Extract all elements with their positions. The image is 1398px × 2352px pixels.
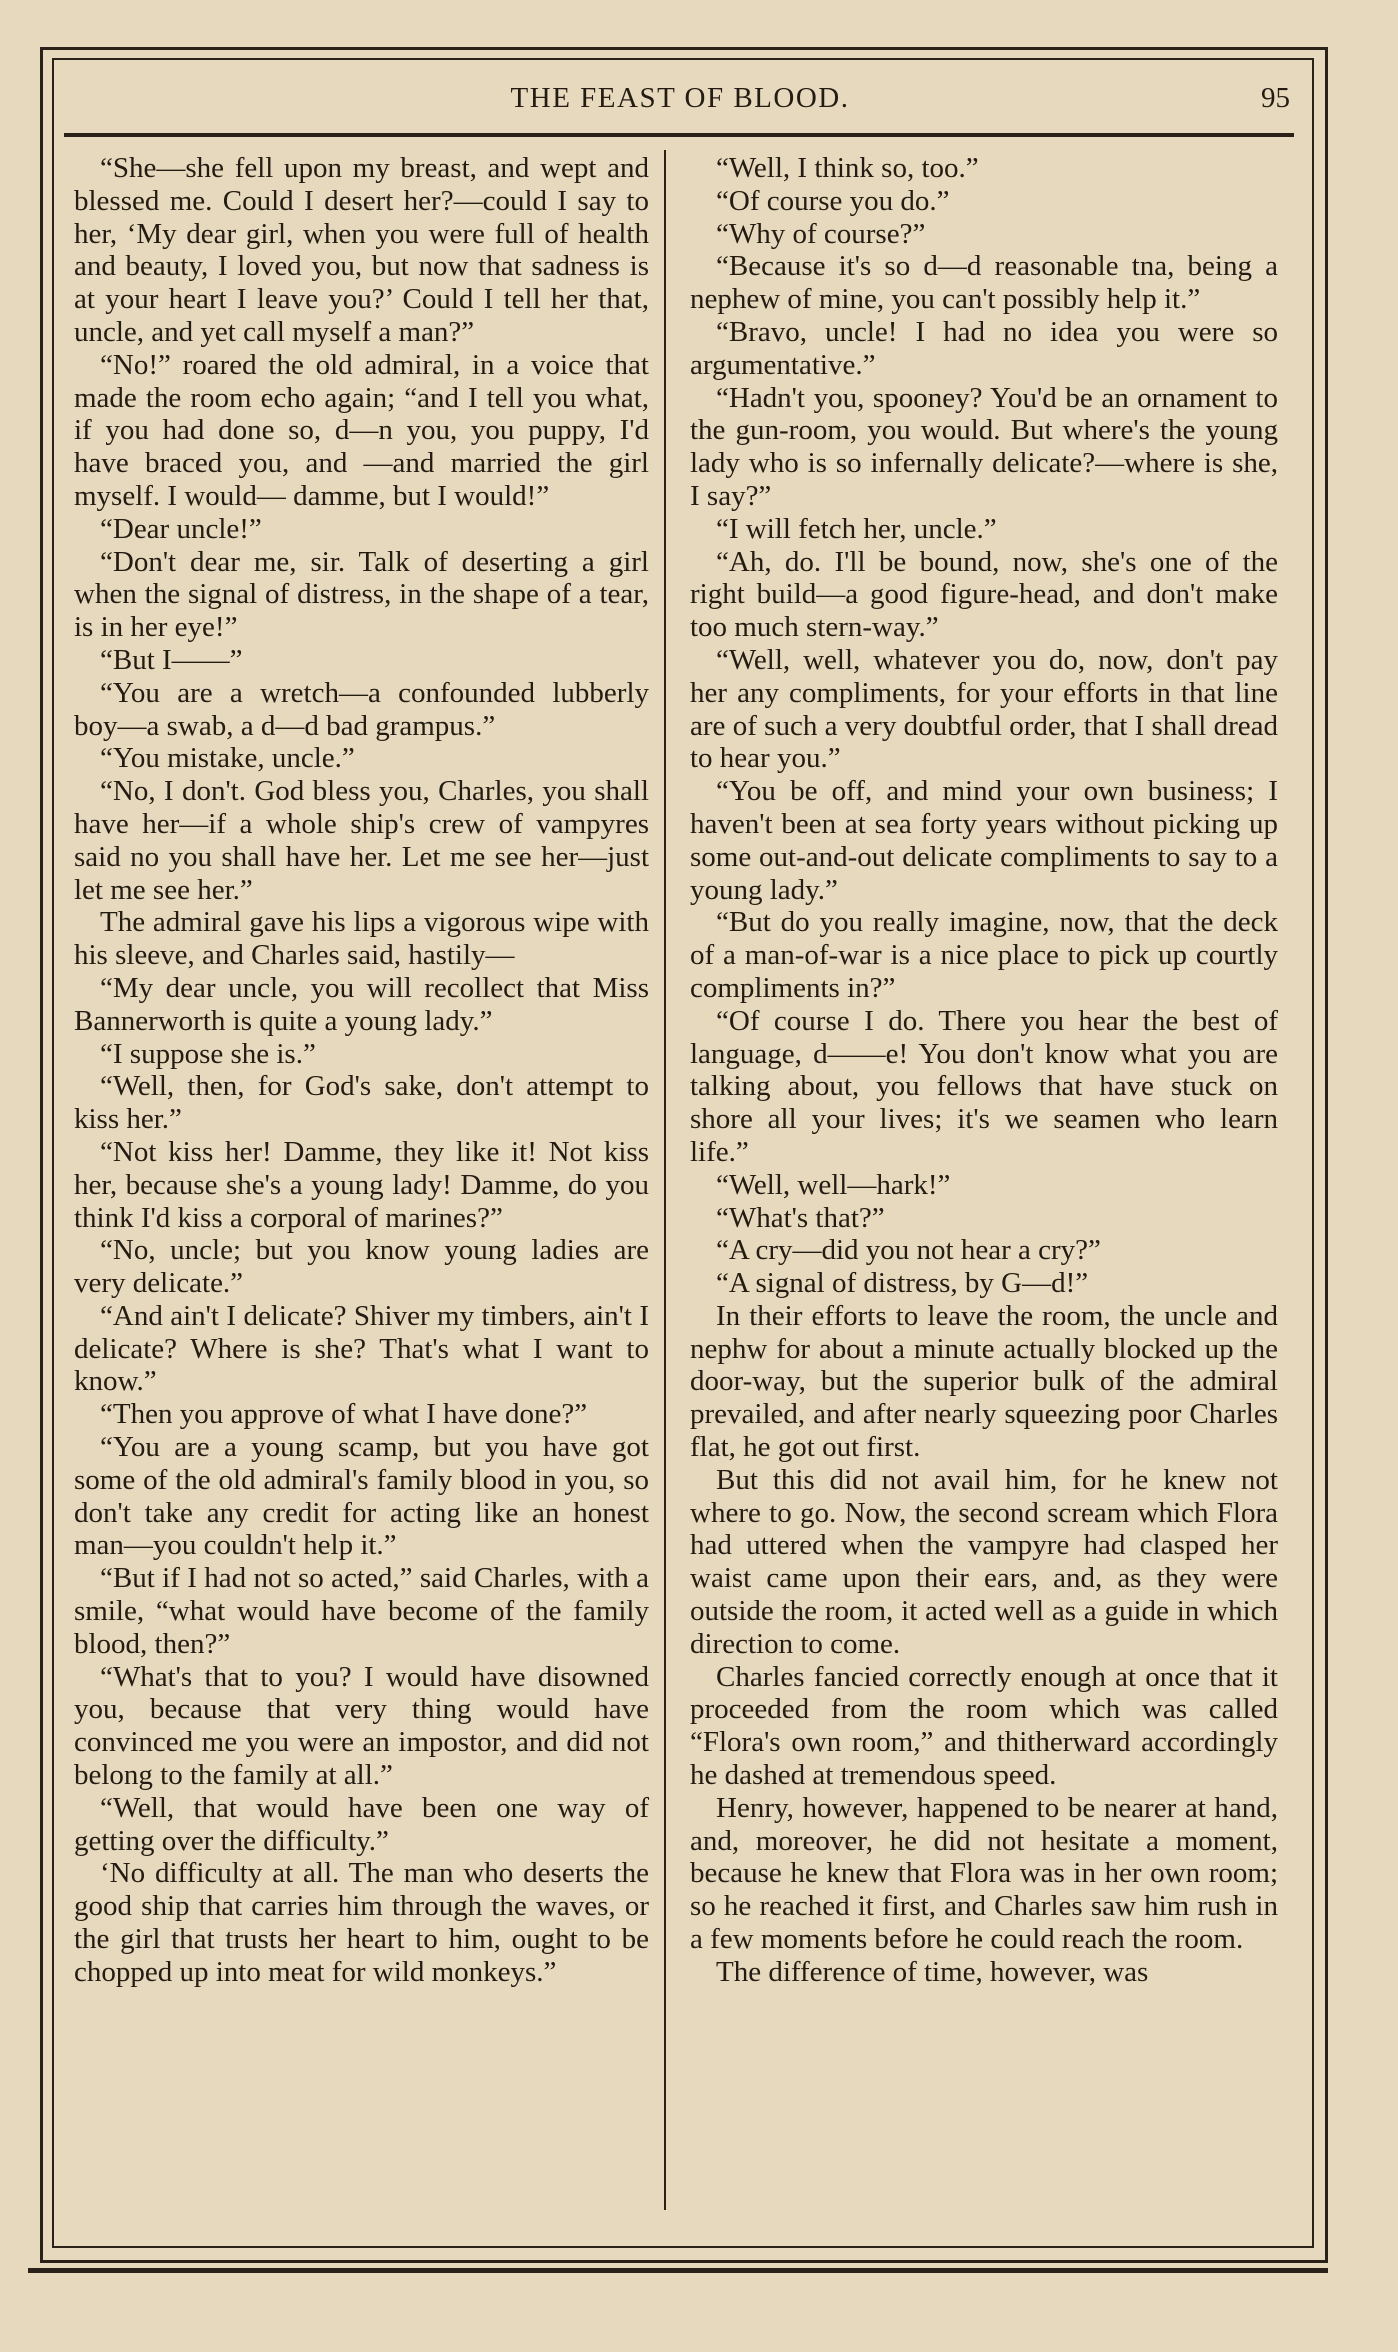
running-head: THE FEAST OF BLOOD. — [510, 82, 850, 114]
paragraph: “A signal of distress, by G—d!” — [716, 1267, 1089, 1300]
paragraph: “Well, that would have been one way of getting over the difficulty.” — [74, 1791, 649, 1857]
paragraph: “You are a young scamp, but you have got some of the old admiral's family blood in you, so don't take any credit for acting like an honest man—you couldn't help it.” — [74, 1431, 649, 1562]
paragraph: “But I——” — [100, 643, 243, 676]
column-divider — [664, 150, 666, 2210]
paragraph: “Of course you do.” — [716, 184, 950, 217]
paragraph: “Ah, do. I'll be bound, now, she's one of the right build—a good figure-head, and don't make too much stern-way.” — [690, 545, 1278, 644]
paragraph: Henry, however, happened to be nearer at hand, and, moreover, he did not hesitate a moment, because he knew that Flora was in her own room; so he reached it first, and Charles saw him rush in a few moments before he could reach the room. — [690, 1791, 1278, 1956]
paragraph: “My dear uncle, you will recollect that Miss Bannerworth is quite a young lady.” — [74, 971, 649, 1037]
paragraph: “Because it's so d—d reasonable tna, being a nephew of mine, you can't possibly help it.” — [690, 250, 1278, 316]
paragraph: “Hadn't you, spooney? You'd be an ornament to the gun-room, you would. But where's the young lady who is so infernally delicate?—where is she, I say?” — [690, 381, 1278, 512]
paragraph: “She—she fell upon my breast, and wept and blessed me. Could I desert her?—could I say to her, ‘My dear girl, when you were full of health and beauty, I loved you, but now that sadness is at your heart I leave you?’ Could I tell her that, uncle, and yet call myself a man?” — [74, 152, 649, 348]
paragraph: “Well, then, for God's sake, don't attempt to kiss her.” — [74, 1070, 649, 1136]
paragraph: “What's that?” — [716, 1201, 885, 1234]
paragraph: “But if I had not so acted,” said Charles, with a smile, “what would have become of the family blood, then?” — [74, 1562, 649, 1660]
paragraph: “You be off, and mind your own business; I haven't been at sea forty years without picking up some out-and-out delicate compliments to say to a young lady.” — [690, 775, 1278, 906]
paragraph: “Bravo, uncle! I had no idea you were so argumentative.” — [690, 315, 1278, 381]
paragraph: “And ain't I delicate? Shiver my timbers, ain't I delicate? Where is she? That's what I want to know.” — [74, 1299, 649, 1398]
paragraph: “No!” roared the old admiral, in a voice that made the room echo again; “and I tell you what, if you had done so, d—n you, you puppy, I'd have braced you, and —and married the girl myself. I would— damme, but I would!” — [74, 348, 649, 512]
paragraph: “Well, I think so, too.” — [716, 152, 979, 184]
paragraph: “Then you approve of what I have done?” — [100, 1398, 588, 1431]
paragraph: “Dear uncle!” — [100, 512, 262, 545]
paragraph: The admiral gave his lips a vigorous wipe with his sleeve, and Charles said, hastily— — [74, 906, 649, 972]
paragraph: Charles fancied correctly enough at once that it proceeded from the room which was called “Flora's own room,” and thitherward accordingly he dashed at tremendous speed. — [690, 1660, 1278, 1792]
page-header — [70, 82, 1290, 122]
left-column — [74, 152, 649, 2232]
paragraph: “No, I don't. God bless you, Charles, you shall have her—if a whole ship's crew of vampyres said no you shall have her. Let me see her—just let me see her.” — [74, 775, 649, 906]
paragraph: “I will fetch her, uncle.” — [716, 512, 997, 545]
paragraph: But this did not avail him, for he knew not where to go. Now, the second scream which Flora had uttered when the vampyre had clasped her waist came upon their ears, and, as they were outside the room, it acted well as a guide in which direction to come. — [690, 1463, 1278, 1660]
paragraph: “Of course I do. There you hear the best of language, d——e! You don't know what you are talking about, you fellows that have stuck on shore all your lives; it's we seamen who learn life.” — [690, 1004, 1278, 1168]
paragraph: “Well, well—hark!” — [716, 1168, 951, 1201]
page-number: 95 — [1261, 82, 1290, 114]
paragraph: “Don't dear me, sir. Talk of deserting a girl when the signal of distress, in the shape of a tear, is in her eye!” — [74, 545, 649, 644]
paragraph: “Not kiss her! Damme, they like it! Not kiss her, because she's a young lady! Damme, do you think I'd kiss a corporal of marines?” — [74, 1135, 649, 1234]
paragraph: “Well, well, whatever you do, now, don't pay her any compliments, for your efforts in that line are of such a very doubtful order, that I shall dread to hear you.” — [690, 643, 1278, 775]
header-rule — [64, 133, 1294, 137]
paragraph: “You are a wretch—a confounded lubberly boy—a swab, a d—d bad grampus.” — [74, 676, 649, 742]
paragraph: “You mistake, uncle.” — [100, 742, 355, 775]
paragraph: “What's that to you? I would have disowned you, because that very thing would have convinced me you were an impostor, and did not belong to the family at all.” — [74, 1660, 649, 1792]
paragraph: The difference of time, however, was — [716, 1955, 1149, 1988]
paragraph: “No, uncle; but you know young ladies are very delicate.” — [74, 1234, 649, 1300]
paragraph: “I suppose she is.” — [100, 1037, 316, 1070]
paragraph: ‘No difficulty at all. The man who deserts the good ship that carries him through the waves, or the girl that trusts her heart to him, ought to be chopped up into meat for wild monkeys.” — [74, 1857, 649, 1988]
right-column — [690, 152, 1278, 2232]
paragraph: “But do you really imagine, now, that the deck of a man-of-war is a nice place to pick up courtly compliments in?” — [690, 906, 1278, 1004]
paragraph: “Why of course?” — [716, 217, 926, 250]
paragraph: “A cry—did you not hear a cry?” — [716, 1234, 1101, 1267]
paragraph: In their efforts to leave the room, the uncle and nephw for about a minute actually blocked up the door-way, but the superior bulk of the admiral prevailed, and after nearly squeezing poor Charles flat, he got out first. — [690, 1299, 1278, 1464]
footer-rule — [28, 2268, 1328, 2273]
